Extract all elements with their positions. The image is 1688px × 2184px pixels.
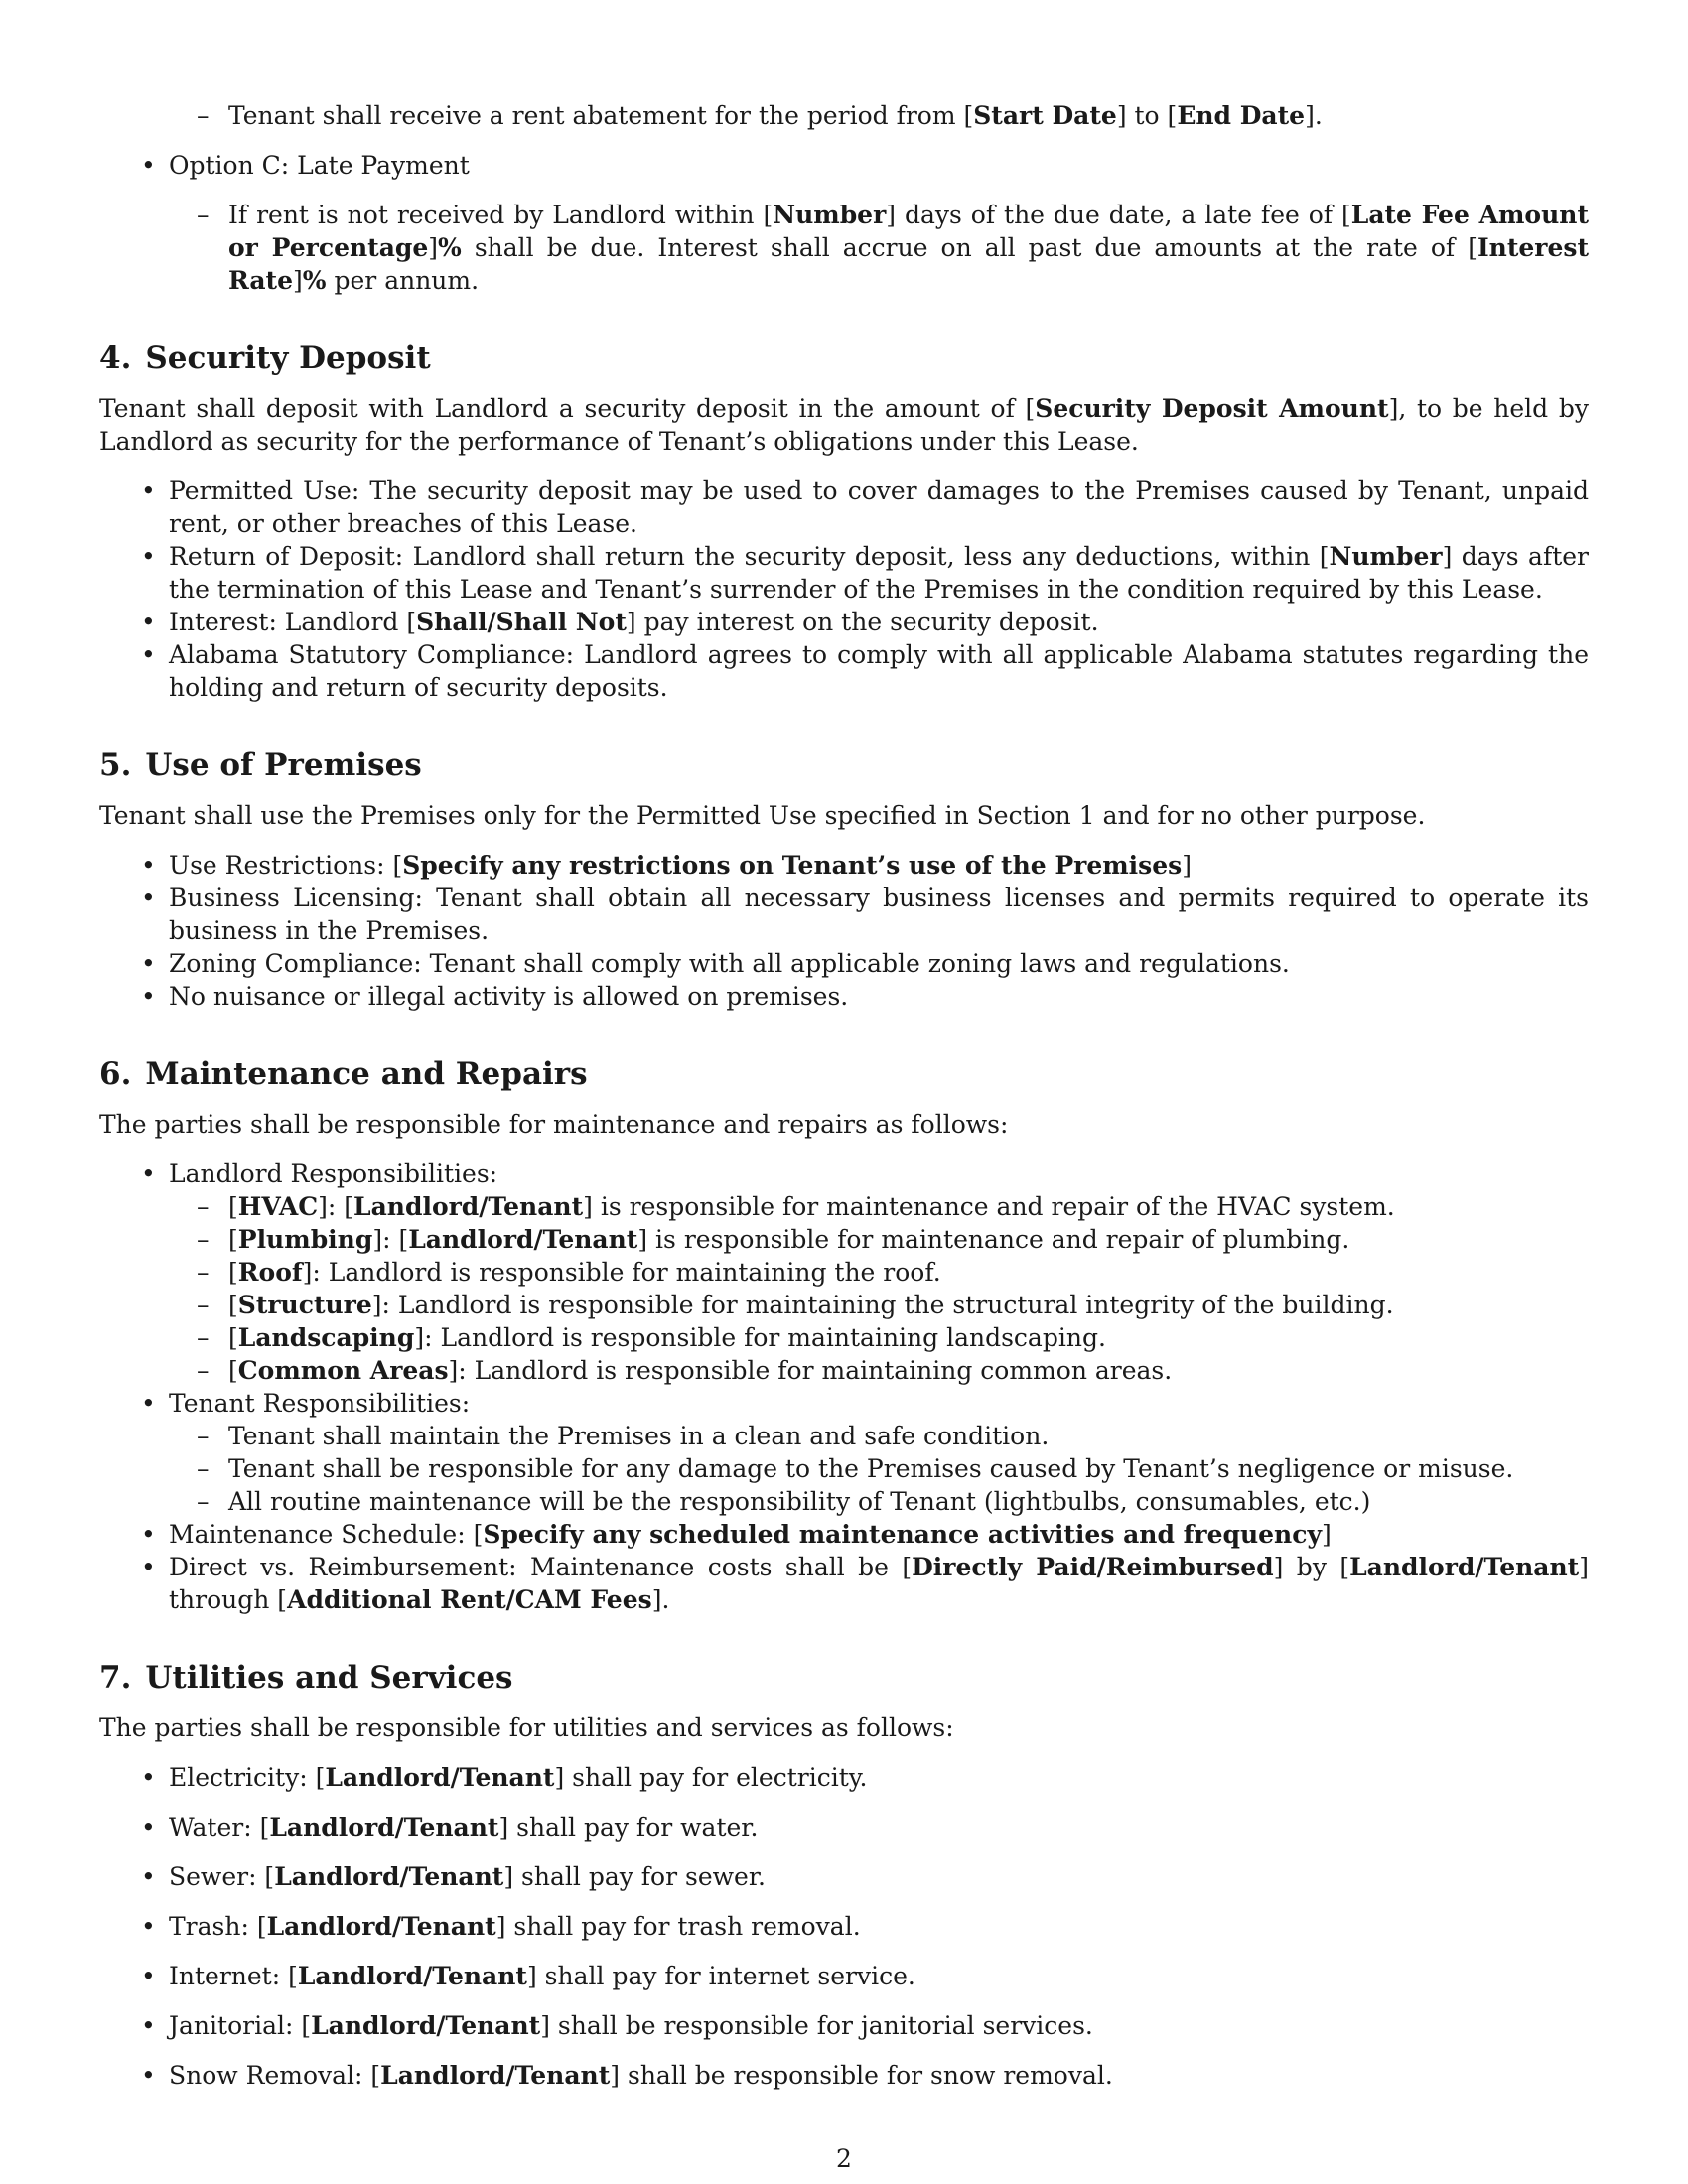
option-c-item: • Option C: Late Payment	[141, 151, 470, 180]
bullet-marker: •	[141, 1862, 156, 1891]
utility-item: • Snow Removal: [Landlord/Tenant] shall be responsible for snow removal.	[141, 2061, 1113, 2090]
section-7-heading: 7. Utilities and Services	[99, 1660, 513, 1696]
dash-marker: –	[197, 201, 210, 229]
page-number: 2	[836, 2144, 852, 2173]
sub-item: – Tenant shall maintain the Premises in a clean and safe condition.	[197, 1422, 1050, 1450]
bullet-marker: •	[141, 1763, 156, 1792]
list-item: • Business Licensing: Tenant shall obtain all necessary business licenses and permits required to operate its business in the Premises.	[141, 884, 1589, 945]
list-item: • Landlord Responsibilities:	[141, 1160, 498, 1188]
bullet-marker: •	[141, 1813, 156, 1842]
list-item: • Tenant Responsibilities:	[141, 1389, 471, 1418]
abatement-item: – Tenant shall receive a rent abatement for the period from [Start Date] to [End Date].	[197, 101, 1323, 130]
section-5-list	[99, 849, 1589, 1013]
list-item: • Zoning Compliance: Tenant shall comply with all applicable zoning laws and regulations.	[141, 949, 1290, 978]
section-4-heading: 4. Security Deposit	[99, 341, 431, 376]
utility-item: • Electricity: [Landlord/Tenant] shall pay for electricity.	[141, 1763, 868, 1792]
section-6-heading: 6. Maintenance and Repairs	[99, 1056, 588, 1092]
list-item: • Use Restrictions: [Specify any restrictions on Tenant’s use of the Premises]	[141, 851, 1192, 880]
section-4-lead: Tenant shall deposit with Landlord a security deposit in the amount of [Security Deposit Amount], to be held by Landlord as security for the performance of Tenant’s obligations under this Lease.	[99, 394, 1590, 456]
sub-item: – [Roof]: Landlord is responsible for maintaining the roof.	[197, 1258, 941, 1287]
sub-item: – All routine maintenance will be the responsibility of Tenant (lightbulbs, consumables, etc.)	[197, 1487, 1371, 1516]
list-item: • Interest: Landlord [Shall/Shall Not] pay interest on the security deposit.	[141, 608, 1099, 636]
section-7-lead: The parties shall be responsible for utilities and services as follows:	[99, 1713, 954, 1742]
document-page	[99, 99, 1589, 2109]
section-5-heading: 5. Use of Premises	[99, 748, 422, 783]
bullet-marker: •	[141, 1962, 156, 1990]
utility-item: • Janitorial: [Landlord/Tenant] shall be responsible for janitorial services.	[141, 2011, 1093, 2040]
section-6-lead: The parties shall be responsible for maintenance and repairs as follows:	[99, 1110, 1009, 1139]
list-item: • Alabama Statutory Compliance: Landlord agrees to comply with all applicable Alabama statutes regarding the holding and return of security deposits.	[141, 640, 1589, 702]
list-item: • Maintenance Schedule: [Specify any scheduled maintenance activities and frequency]	[141, 1520, 1332, 1549]
section-7-list	[99, 1761, 1589, 2092]
utility-item: • Trash: [Landlord/Tenant] shall pay for trash removal.	[141, 1912, 861, 1941]
list-item: • Return of Deposit: Landlord shall return the security deposit, less any deductions, within [Number] days after the termination of this Lease and Tenant’s surrender of the Premises in the condition required by this Lease.	[141, 542, 1589, 604]
sub-item: – [HVAC]: [Landlord/Tenant] is responsible for maintenance and repair of the HVAC system.	[197, 1192, 1395, 1221]
section-4-list	[99, 475, 1589, 704]
start-date-placeholder: Start Date	[973, 101, 1117, 130]
sub-item: – Tenant shall be responsible for any damage to the Premises caused by Tenant’s negligence or misuse.	[197, 1454, 1514, 1483]
utility-item: • Sewer: [Landlord/Tenant] shall pay for sewer.	[141, 1862, 766, 1891]
bullet-marker: •	[141, 2011, 156, 2040]
sub-item: – [Landscaping]: Landlord is responsible for maintaining landscaping.	[197, 1323, 1106, 1352]
bullet-marker: •	[141, 151, 156, 180]
bullet-marker: •	[141, 2061, 156, 2090]
list-item: • Permitted Use: The security deposit may be used to cover damages to the Premises caused by Tenant, unpaid rent, or other breaches of this Lease.	[141, 477, 1589, 538]
sub-item: – [Common Areas]: Landlord is responsible for maintaining common areas.	[197, 1356, 1173, 1385]
dash-marker: –	[197, 101, 210, 130]
bullet-marker: •	[141, 1912, 156, 1941]
end-date-placeholder: End Date	[1177, 101, 1306, 130]
utility-item: • Water: [Landlord/Tenant] shall pay for water.	[141, 1813, 759, 1842]
list-item: • Direct vs. Reimbursement: Maintenance costs shall be [Directly Paid/Reimbursed] by [Landlord/Tenant] through [Additional Rent/CAM Fees].	[141, 1553, 1589, 1614]
late-payment-item: – If rent is not received by Landlord within [Number] days of the due date, a late fee of [Late Fee Amount or Percentage]% shall be due. Interest shall accrue on all past due amounts at the rate of [Interest Rate]% per annum.	[197, 201, 1589, 295]
sub-item: – [Structure]: Landlord is responsible for maintaining the structural integrity of the building.	[197, 1291, 1394, 1319]
section-6-list	[99, 1158, 1589, 1616]
sub-item: – [Plumbing]: [Landlord/Tenant] is responsible for maintenance and repair of plumbing.	[197, 1225, 1350, 1254]
section-5-lead: Tenant shall use the Premises only for the Permitted Use specified in Section 1 and for no other purpose.	[99, 801, 1426, 830]
utility-item: • Internet: [Landlord/Tenant] shall pay for internet service.	[141, 1962, 915, 1990]
list-item: • No nuisance or illegal activity is allowed on premises.	[141, 982, 849, 1011]
